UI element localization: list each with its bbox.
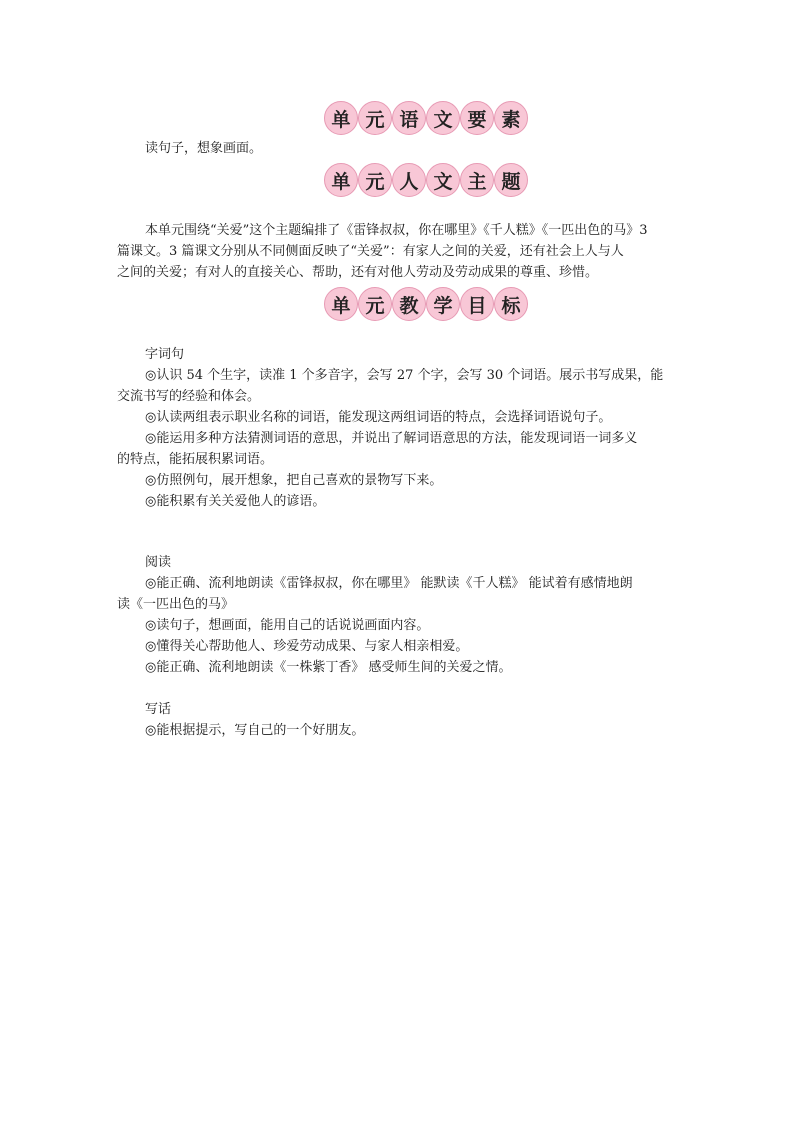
goal-item: ◎认读两组表示职业名称的词语，能发现这两组词语的特点，会选择词语说句子。 <box>145 410 612 425</box>
goal-item: ◎能运用多种方法猜测词语的意思，并说出了解词语意思的方法，能发现词语一词多义 <box>145 431 638 446</box>
goal-item: 读《一匹出色的马》 <box>117 597 235 612</box>
heading-char: 人 <box>392 163 426 197</box>
goal-item: ◎仿照例句，展开想象，把自己喜欢的景物写下来。 <box>145 473 443 488</box>
goal-item: ◎懂得关心帮助他人、珍爱劳动成果、与家人相亲相爱。 <box>145 639 469 654</box>
heading-char: 目 <box>460 287 494 321</box>
heading-char: 要 <box>460 101 494 135</box>
goal-item: 的特点，能拓展积累词语。 <box>117 452 274 467</box>
goal-item: ◎能正确、流利地朗读《一株紫丁香》 感受师生间的关爱之情。 <box>145 660 512 675</box>
heading-unit-teaching-goals <box>324 287 528 321</box>
theme-line: 篇课文。3 篇课文分别从不同侧面反映了“关爱”：有家人之间的关爱，还有社会上人与人 <box>117 244 624 259</box>
heading-char: 教 <box>392 287 426 321</box>
heading-char: 单 <box>324 101 358 135</box>
heading-char: 标 <box>494 287 528 321</box>
heading-unit-humanities-theme <box>324 163 528 197</box>
heading-char: 单 <box>324 287 358 321</box>
heading-char: 语 <box>392 101 426 135</box>
goal-item: ◎认识 54 个生字，读准 1 个多音字，会写 27 个字，会写 30 个词语。展示书写成果，能 <box>145 368 664 383</box>
theme-line: 本单元围绕“关爱”这个主题编排了《雷锋叔叔，你在哪里》《千人糕》《一匹出色的马》3 <box>145 223 648 238</box>
heading-char: 单 <box>324 163 358 197</box>
goal-item: 交流书写的经验和体会。 <box>117 389 261 404</box>
heading-char: 元 <box>358 163 392 197</box>
section-title-words: 字词句 <box>145 347 185 362</box>
section-title-writing: 写话 <box>145 702 172 717</box>
section-title-reading: 阅读 <box>145 555 172 570</box>
goal-item: ◎能正确、流利地朗读《雷锋叔叔，你在哪里》 能默读《千人糕》 能试着有感情地朗 <box>145 576 633 591</box>
goal-item: ◎能根据提示，写自己的一个好朋友。 <box>145 723 365 738</box>
heading-char: 素 <box>494 101 528 135</box>
goal-item: ◎读句子，想画面，能用自己的话说说画面内容。 <box>145 618 430 633</box>
elements-line: 读句子，想象画面。 <box>145 141 263 156</box>
heading-char: 文 <box>426 163 460 197</box>
heading-char: 题 <box>494 163 528 197</box>
heading-char: 文 <box>426 101 460 135</box>
heading-char: 学 <box>426 287 460 321</box>
goal-item: ◎能积累有关关爱他人的谚语。 <box>145 494 326 509</box>
heading-char: 元 <box>358 287 392 321</box>
heading-char: 主 <box>460 163 494 197</box>
theme-line: 之间的关爱；有对人的直接关心、帮助，还有对他人劳动及劳动成果的尊重、珍惜。 <box>117 265 599 280</box>
heading-unit-language-elements <box>324 101 528 135</box>
heading-char: 元 <box>358 101 392 135</box>
